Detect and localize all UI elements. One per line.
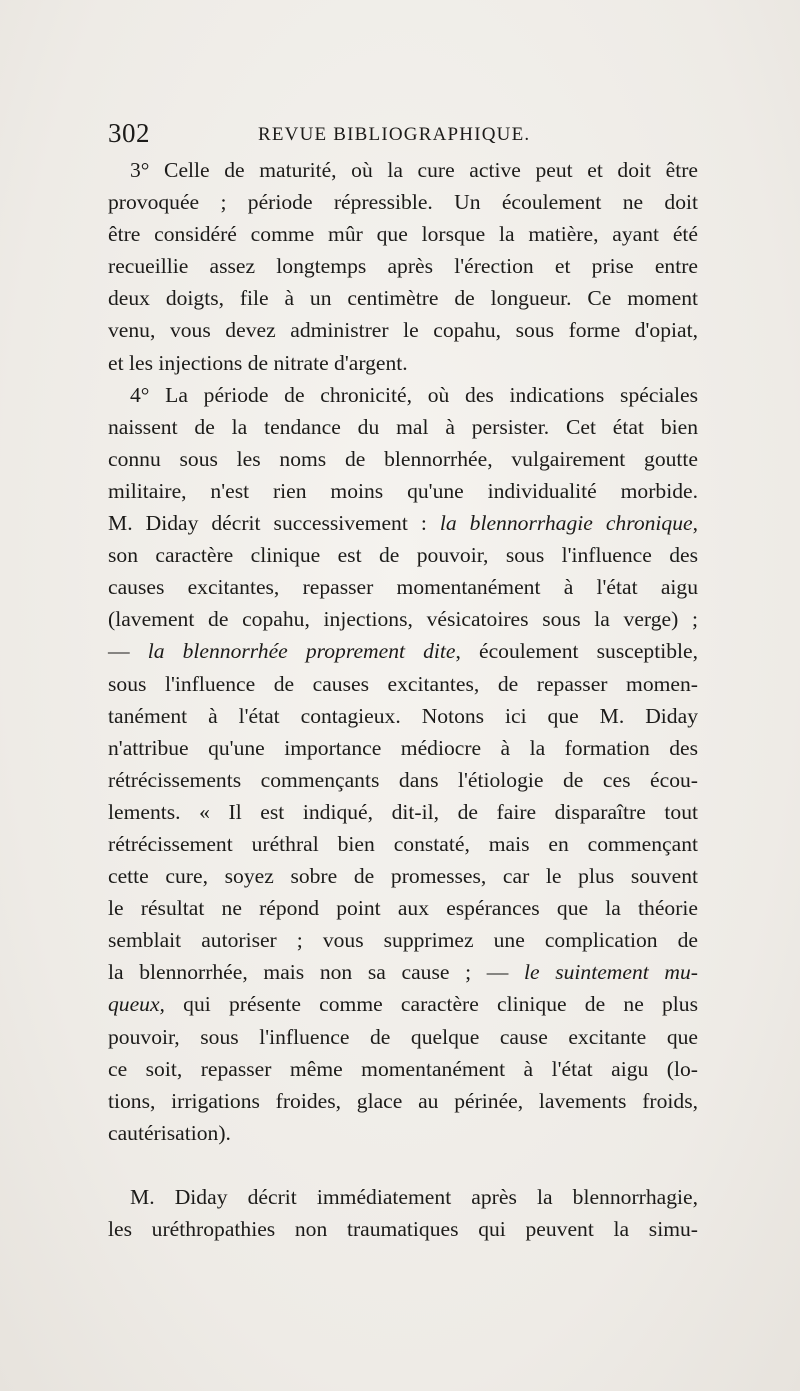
text-line: queux, qui présente comme caractère clinique de ne plus bbox=[108, 992, 698, 1017]
text-line: 4° La période de chronicité, où des indications spéciales bbox=[130, 382, 698, 407]
text-line: cette cure, soyez sobre de promesses, car le plus souvent bbox=[108, 864, 698, 889]
running-head: REVUE BIBLIOGRAPHIQUE. bbox=[258, 124, 531, 145]
italic-term: la blennorrhée proprement dite bbox=[147, 639, 456, 664]
text-line: les uréthropathies non traumatiques qui peuvent la simu- bbox=[108, 1217, 698, 1241]
page-number: 302 bbox=[108, 118, 150, 148]
text-line: venu, vous devez administrer le copahu, sous forme d'opiat, bbox=[108, 318, 698, 343]
text-line: être considéré comme mûr que lorsque la matière, ayant été bbox=[108, 222, 698, 247]
text-line: militaire, n'est rien moins qu'une individualité morbide. bbox=[108, 478, 698, 503]
text-line: n'attribue qu'une importance médiocre à la formation des bbox=[108, 735, 698, 760]
page-header bbox=[108, 118, 698, 152]
text-line: (lavement de copahu, injections, vésicatoires sous la verge) ; bbox=[108, 607, 698, 632]
text-line: lements. « Il est indiqué, dit-il, de faire disparaître tout bbox=[108, 799, 698, 824]
text-line: M. Diday décrit successivement : la blennorrhagie chronique, bbox=[108, 511, 699, 536]
text-line: cautérisation). bbox=[108, 1120, 231, 1145]
text-line: 3° Celle de maturité, où la cure active peut et doit être bbox=[130, 158, 698, 182]
italic-term: la blennorrhagie chronique bbox=[439, 511, 693, 536]
body-text bbox=[108, 154, 698, 1245]
text-line: le résultat ne répond point aux espérances que la théorie bbox=[108, 896, 698, 921]
text-line: causes excitantes, repasser momentanément à l'état aigu bbox=[108, 575, 698, 600]
text-line: connu sous les noms de blennorrhée, vulgairement goutte bbox=[108, 446, 698, 471]
text-line: tanément à l'état contagieux. Notons ici que M. Diday bbox=[108, 703, 698, 728]
text-line: tions, irrigations froides, glace au périnée, lavements froids, bbox=[108, 1088, 698, 1113]
text-line: pouvoir, sous l'influence de quelque cause excitante que bbox=[108, 1024, 698, 1049]
text-line: et les injections de nitrate d'argent. bbox=[108, 350, 408, 375]
italic-term: le suintement mu- bbox=[523, 960, 698, 985]
text-line: sous l'influence de causes excitantes, de repasser momen- bbox=[108, 671, 698, 696]
text-line: — la blennorrhée proprement dite, écoulement susceptible, bbox=[108, 639, 698, 664]
text-line: son caractère clinique est de pouvoir, sous l'influence des bbox=[108, 543, 698, 568]
text-line: recueillie assez longtemps après l'érection et prise entre bbox=[108, 254, 698, 279]
text-line: deux doigts, file à un centimètre de longueur. Ce moment bbox=[108, 286, 698, 311]
text-line: M. Diday décrit immédiatement après la blennorrhagie, bbox=[130, 1184, 698, 1209]
text-line: rétrécissements commençants dans l'étiologie de ces écou- bbox=[108, 767, 698, 792]
text-line: provoquée ; période répressible. Un écoulement ne doit bbox=[108, 190, 698, 215]
text-line: semblait autoriser ; vous supprimez une complication de bbox=[108, 928, 698, 953]
text-line: la blennorrhée, mais non sa cause ; — le suintement mu- bbox=[108, 960, 698, 985]
italic-term: queux, bbox=[108, 992, 165, 1017]
text-line: naissent de la tendance du mal à persister. Cet état bien bbox=[108, 414, 698, 439]
paragraph-gap bbox=[108, 1149, 698, 1181]
text-line: ce soit, repasser même momentanément à l'état aigu (lo- bbox=[108, 1056, 698, 1081]
text-line: rétrécissement uréthral bien constaté, mais en commençant bbox=[108, 831, 698, 856]
